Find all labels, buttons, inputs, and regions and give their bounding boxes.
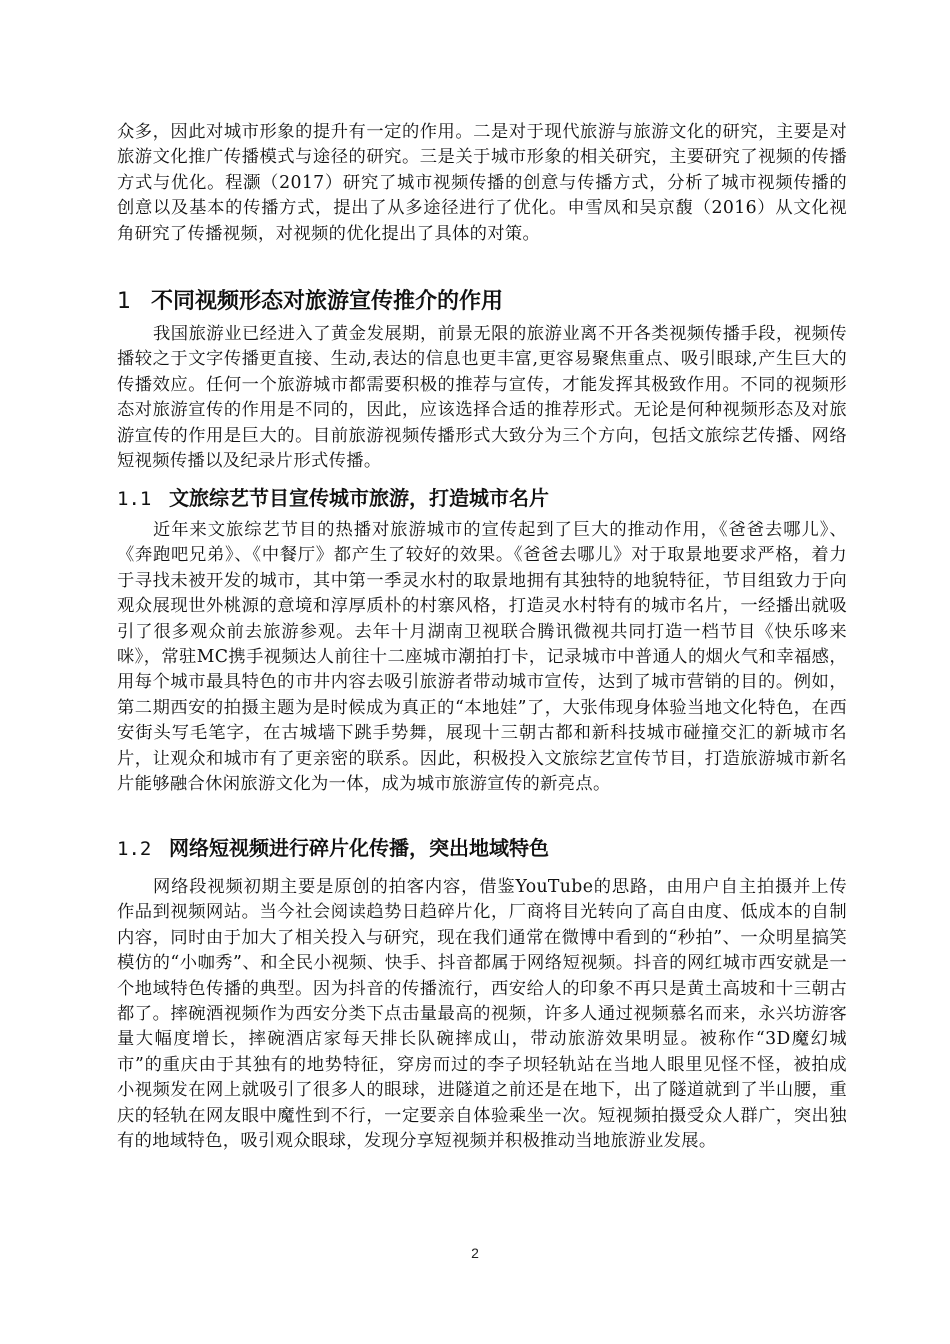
subsection-number: 1.1 — [117, 488, 152, 510]
section-title: 不同视频形态对旅游宣传推介的作用 — [151, 289, 504, 314]
section-number: 1 — [117, 289, 131, 314]
subsection-title: 文旅综艺节目宣传城市旅游，打造城市名片 — [169, 486, 549, 510]
section-heading-1 — [117, 287, 847, 317]
section-1-paragraph: 我国旅游业已经进入了黄金发展期，前景无限的旅游业离不开各类视频传播手段，视频传播较之于文字传播更直接、生动,表达的信息也更丰富,更容易聚焦重点、吸引眼球,产生巨大的传播效应。任何一个旅游城市都需要积极的推荐与宣传，才能发挥其极致作用。不同的视频形态对旅游宣传的作用是不同的，因此，应该选择合适的推荐形式。无论是何种视频形态及对旅游宣传的作用是巨大的。目前旅游视频传播形式大致分为三个方向，包括文旅综艺传播、网络短视频传播以及纪录片形式传播。 — [117, 324, 847, 472]
intro-paragraph: 众多，因此对城市形象的提升有一定的作用。二是对于现代旅游与旅游文化的研究，主要是对旅游文化推广传播模式与途径的研究。三是关于城市形象的相关研究，主要研究了视频的传播方式与优化。程灏（2017）研究了城市视频传播的创意与传播方式，分析了城市视频传播的创意以及基本的传播方式，提出了从多途径进行了优化。申雪凤和吴京馥（2016）从文化视角研究了传播视频，对视频的优化提出了具体的对策。 — [117, 122, 847, 244]
subsection-1-1-paragraph: 近年来文旅综艺节目的热播对旅游城市的宣传起到了巨大的推动作用，《爸爸去哪儿》、《奔跑吧兄弟》、《中餐厅》都产生了较好的效果。《爸爸去哪儿》对于取景地要求严格，着力于寻找未被开发的城市，其中第一季灵水村的取景地拥有其独特的地貌特征，节目组致力于向观众展现世外桃源的意境和淳厚质朴的村寨风格，打造灵水村特有的城市名片，一经播出就吸引了很多观众前去旅游参观。去年十月湖南卫视联合腾讯微视共同打造一档节目《快乐哆来咪》，常驻MC携手视频达人前往十二座城市潮拍打卡，记录城市中普通人的烟火气和幸福感，用每个城市最具特色的市井内容去吸引旅游者带动城市宣传，达到了城市营销的目的。例如，第二期西安的拍摄主题为是时候成为真正的“本地娃”了，大张伟现身体验当地文化特色，在西安街头写毛笔字，在古城墙下跳手势舞，展现十三朝古都和新科技城市碰撞交汇的新城市名片，让观众和城市有了更亲密的联系。因此，积极投入文旅综艺宣传节目，打造旅游城市新名片能够融合休闲旅游文化为一体，成为城市旅游宣传的新亮点。 — [117, 520, 847, 795]
subsection-title: 网络短视频进行碎片化传播，突出地域特色 — [169, 836, 549, 860]
subsection-heading-1-1 — [117, 484, 847, 513]
subsection-1-2-paragraph: 网络段视频初期主要是原创的拍客内容，借鉴YouTube的思路，由用户自主拍摄并上传作品到视频网站。当今社会阅读趋势日趋碎片化，厂商将目光转向了高自由度、低成本的自制内容，同时由于加大了相关投入与研究，现在我们通常在微博中看到的“秒拍”、一众明星搞笑模仿的“小咖秀”、和全民小视频、快手、抖音都属于网络短视频。抖音的网红城市西安就是一个地域特色传播的典型。因为抖音的传播流行，西安给人的印象不再只是黄土高坡和十三朝古都了。摔碗酒视频作为西安分类下点击量最高的视频，许多人通过视频慕名而来，永兴坊游客量大幅度增长，摔碗酒店家每天排长队碗摔成山，带动旅游效果明显。被称作“3D魔幻城市”的重庆由于其独有的地势特征，穿房而过的李子坝轻轨站在当地人眼里见怪不怪，被拍成小视频发在网上就吸引了很多人的眼球，进隧道之前还是在地下，出了隧道就到了半山腰，重庆的轻轨在网友眼中魔性到不行，一定要亲自体验乘坐一次。短视频拍摄受众人群广，突出独有的地域特色，吸引观众眼球，发现分享短视频并积极推动当地旅游业发展。 — [117, 877, 847, 1152]
subsection-heading-1-2 — [117, 834, 847, 863]
page-number: 2 — [471, 1245, 479, 1261]
subsection-number: 1.2 — [117, 838, 152, 860]
